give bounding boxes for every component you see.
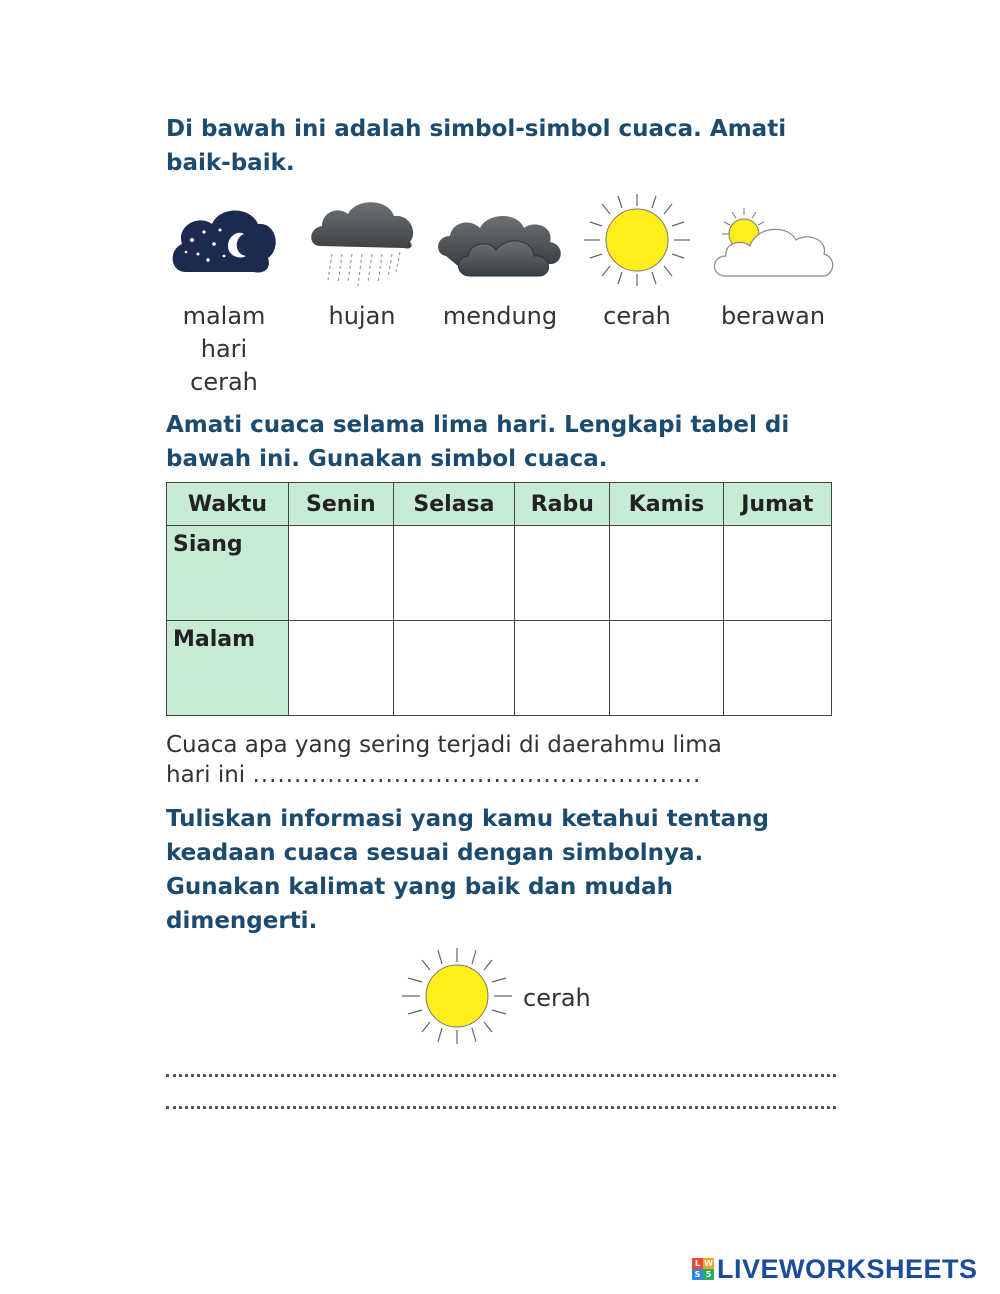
intro-line-2: baik-baik. — [166, 150, 295, 176]
symbol-label-night — [168, 300, 280, 399]
symbol-label-rain — [306, 300, 418, 333]
header-kamis: Kamis — [610, 483, 723, 526]
sunny-icon — [580, 190, 694, 290]
question-line-2-text: hari ini — [166, 762, 246, 788]
symbol-label-sunny-text: cerah — [603, 302, 671, 330]
answer-line-1[interactable] — [166, 1074, 836, 1077]
symbol-label-partly-cloudy-text: berawan — [720, 302, 826, 330]
write-line-2: keadaan cuaca sesuai dengan simbolnya. — [166, 840, 704, 866]
observe-line-2: bawah ini. Gunakan simbol cuaca. — [166, 446, 608, 472]
cell-siang-selasa[interactable] — [393, 526, 515, 621]
intro-heading — [166, 112, 846, 180]
cell-malam-rabu[interactable] — [515, 621, 610, 716]
cell-siang-kamis[interactable] — [610, 526, 723, 621]
write-line-4: dimengerti. — [166, 908, 318, 934]
table-row — [167, 526, 832, 621]
header-waktu: Waktu — [167, 483, 289, 526]
write-heading — [166, 802, 846, 938]
intro-line-1: Di bawah ini adalah simbol-simbol cuaca. Amati — [166, 116, 787, 142]
answer-dots[interactable]: ...................................................... — [252, 762, 702, 788]
brand-text: LIVEWORKSHEETS — [717, 1253, 978, 1284]
liveworksheets-logo-icon — [692, 1258, 714, 1280]
question-line-1: Cuaca apa yang sering terjadi di daerahmu lima — [166, 732, 722, 758]
night-clear-icon — [168, 204, 280, 276]
liveworksheets-brand — [692, 1252, 978, 1286]
logo-letter-3: S — [692, 1269, 703, 1280]
row-label-malam: Malam — [167, 621, 289, 716]
header-rabu: Rabu — [515, 483, 610, 526]
cell-malam-senin[interactable] — [289, 621, 394, 716]
answer-line-2[interactable] — [166, 1106, 836, 1109]
symbol-label-partly-cloudy — [710, 300, 836, 333]
example-sunny-icon — [400, 946, 514, 1046]
symbol-label-rain-text: hujan — [328, 302, 396, 330]
rain-icon — [306, 198, 418, 290]
write-line-3: Gunakan kalimat yang baik dan mudah — [166, 874, 674, 900]
cloudy-icon — [434, 206, 566, 278]
symbol-label-night-line-3: cerah — [190, 368, 258, 396]
cell-siang-rabu[interactable] — [515, 526, 610, 621]
cell-malam-selasa[interactable] — [393, 621, 515, 716]
header-selasa: Selasa — [393, 483, 515, 526]
symbol-label-night-line-1: malam — [182, 302, 266, 330]
write-line-1: Tuliskan informasi yang kamu ketahui tentang — [166, 806, 769, 832]
partly-cloudy-icon — [710, 206, 836, 282]
logo-letter-1: L — [692, 1258, 703, 1269]
symbol-label-cloudy-text: mendung — [442, 302, 558, 330]
symbol-label-night-line-2: hari — [200, 335, 248, 363]
weather-table — [166, 482, 832, 716]
observe-heading — [166, 408, 846, 476]
observe-line-1: Amati cuaca selama lima hari. Lengkapi tabel di — [166, 412, 790, 438]
symbol-label-sunny — [580, 300, 694, 333]
logo-letter-4: 5 — [703, 1269, 714, 1280]
table-header-row — [167, 483, 832, 526]
question-text — [166, 730, 836, 790]
cell-siang-senin[interactable] — [289, 526, 394, 621]
question-line-2 — [166, 760, 836, 790]
row-label-siang: Siang — [167, 526, 289, 621]
logo-letter-2: W — [704, 1259, 713, 1268]
cell-malam-jumat[interactable] — [723, 621, 831, 716]
header-senin: Senin — [289, 483, 394, 526]
header-jumat: Jumat — [723, 483, 831, 526]
example-label: cerah — [523, 984, 591, 1012]
symbol-label-cloudy — [434, 300, 566, 333]
cell-siang-jumat[interactable] — [723, 526, 831, 621]
table-row — [167, 621, 832, 716]
cell-malam-kamis[interactable] — [610, 621, 723, 716]
